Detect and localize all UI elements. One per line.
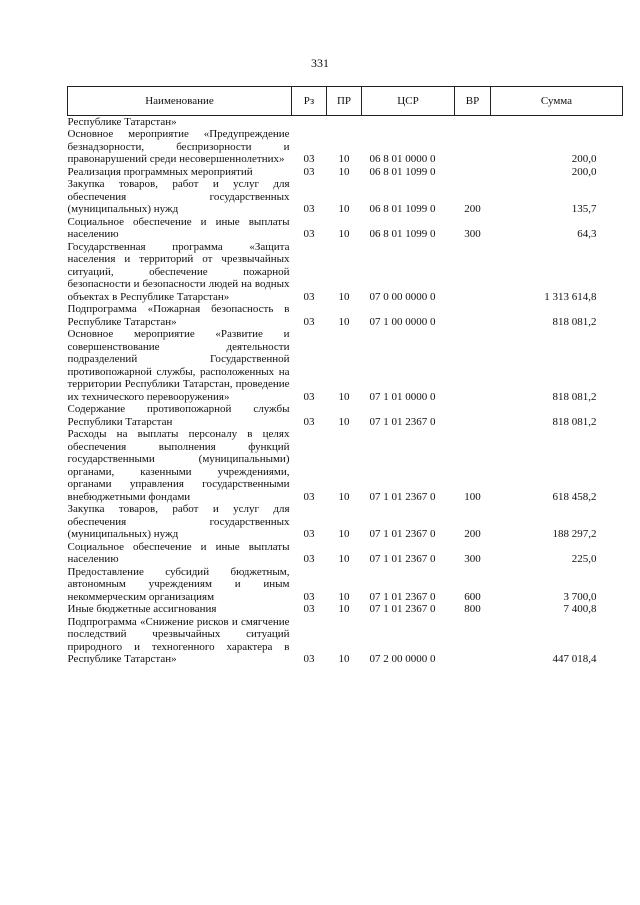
row-csr: 06 8 01 0000 0 bbox=[369, 153, 436, 165]
row-sum: 1 313 614,8 bbox=[544, 290, 597, 303]
row-csr: 07 1 01 0000 0 bbox=[369, 390, 436, 403]
row-csr bbox=[362, 116, 455, 129]
row-sum bbox=[491, 116, 623, 129]
row-pr: 10 bbox=[338, 653, 350, 665]
row-csr: 06 8 01 1099 0 bbox=[369, 228, 436, 240]
row-pr: 10 bbox=[338, 153, 350, 165]
row-name: Реализация программных мероприятий bbox=[67, 165, 253, 178]
table-row bbox=[68, 128, 623, 166]
header-csr: ЦСР bbox=[362, 87, 455, 116]
row-rz: 03 bbox=[303, 315, 315, 328]
budget-table bbox=[67, 86, 623, 666]
row-vr bbox=[455, 128, 491, 166]
row-pr: 10 bbox=[338, 290, 350, 303]
row-name: Закупка товаров, работ и услуг для обеспечения государственных (муниципальных) нужд bbox=[67, 178, 290, 215]
row-csr: 07 1 01 2367 0 bbox=[369, 490, 436, 503]
row-csr: 06 8 01 1099 0 bbox=[369, 203, 436, 215]
row-pr bbox=[327, 116, 362, 129]
row-rz bbox=[292, 116, 327, 129]
row-vr: 200 bbox=[464, 528, 481, 540]
row-sum: 225,0 bbox=[571, 553, 597, 565]
row-rz: 03 bbox=[303, 415, 315, 428]
page-number: 331 bbox=[311, 56, 329, 70]
row-csr: 07 0 00 0000 0 bbox=[369, 290, 436, 303]
row-rz: 03 bbox=[303, 390, 315, 403]
table-row bbox=[68, 616, 623, 666]
row-vr: 200 bbox=[464, 203, 481, 215]
row-rz: 03 bbox=[303, 553, 315, 565]
table-row bbox=[68, 116, 623, 129]
row-sum: 818 081,2 bbox=[552, 315, 597, 328]
row-name: Подпрограмма «Снижение рисков и смягчение последствий чрезвычайных ситуаций природного и техногенного характера в Республике Татарстан» bbox=[67, 615, 290, 665]
row-name: Подпрограмма «Пожарная безопасность в Республике Татарстан» bbox=[67, 303, 290, 328]
row-rz: 03 bbox=[303, 165, 315, 178]
table-row bbox=[68, 566, 623, 604]
table-row bbox=[68, 303, 623, 328]
row-rz: 03 bbox=[303, 653, 315, 665]
row-vr bbox=[455, 303, 491, 328]
table-row bbox=[68, 603, 623, 616]
row-name: Закупка товаров, работ и услуг для обеспечения государственных (муниципальных) нужд bbox=[67, 503, 290, 540]
row-name: Социальное обеспечение и иные выплаты населению bbox=[67, 540, 290, 565]
row-pr: 10 bbox=[338, 165, 350, 178]
row-pr: 10 bbox=[338, 590, 350, 603]
row-rz: 03 bbox=[303, 153, 315, 165]
row-vr bbox=[455, 328, 491, 403]
row-pr: 10 bbox=[338, 553, 350, 565]
row-name: Содержание противопожарной службы Республики Татарстан bbox=[67, 403, 290, 428]
row-vr: 300 bbox=[464, 553, 481, 565]
row-csr: 07 2 00 0000 0 bbox=[369, 653, 436, 665]
row-sum: 200,0 bbox=[571, 153, 597, 165]
row-name: Республике Татарстан» bbox=[67, 116, 177, 128]
row-sum: 188 297,2 bbox=[552, 528, 597, 540]
row-sum: 818 081,2 bbox=[552, 390, 597, 403]
row-vr bbox=[455, 616, 491, 666]
header-vr: ВР bbox=[455, 87, 491, 116]
row-pr: 10 bbox=[338, 228, 350, 240]
row-csr: 07 1 01 2367 0 bbox=[369, 415, 436, 428]
row-sum: 200,0 bbox=[571, 165, 597, 178]
row-vr: 800 bbox=[464, 603, 481, 615]
table-row bbox=[68, 403, 623, 428]
table-row bbox=[68, 178, 623, 216]
row-sum: 3 700,0 bbox=[563, 590, 597, 603]
row-csr: 07 1 01 2367 0 bbox=[369, 528, 436, 540]
header-rz: Рз bbox=[292, 87, 327, 116]
row-rz: 03 bbox=[303, 228, 315, 240]
row-vr bbox=[455, 166, 491, 179]
row-sum: 618 458,2 bbox=[552, 490, 597, 503]
table-row bbox=[68, 503, 623, 541]
header-sum: Сумма bbox=[491, 87, 623, 116]
row-rz: 03 bbox=[303, 290, 315, 303]
row-rz: 03 bbox=[303, 603, 315, 615]
table-header-row bbox=[68, 87, 623, 116]
row-csr: 07 1 00 0000 0 bbox=[369, 315, 436, 328]
row-csr: 07 1 01 2367 0 bbox=[369, 553, 436, 565]
row-csr: 07 1 01 2367 0 bbox=[369, 590, 436, 603]
row-vr: 100 bbox=[464, 490, 481, 503]
row-vr: 300 bbox=[464, 228, 481, 240]
row-pr: 10 bbox=[338, 315, 350, 328]
row-vr bbox=[455, 403, 491, 428]
row-vr bbox=[455, 241, 491, 304]
table-row bbox=[68, 328, 623, 403]
row-name: Иные бюджетные ассигнования bbox=[67, 603, 217, 615]
table-row bbox=[68, 428, 623, 503]
header-pr: ПР bbox=[327, 87, 362, 116]
row-pr: 10 bbox=[338, 203, 350, 215]
row-name: Расходы на выплаты персоналу в целях обеспечения выполнения функций государственными (муниципальными) органами, казенными учреждениями, органами управления государственными внебюджетными фондами bbox=[67, 428, 290, 503]
row-sum: 64,3 bbox=[577, 228, 597, 240]
row-csr: 07 1 01 2367 0 bbox=[369, 603, 436, 615]
table-row bbox=[68, 216, 623, 241]
row-csr: 06 8 01 1099 0 bbox=[369, 165, 436, 178]
row-vr: 600 bbox=[464, 590, 481, 603]
row-pr: 10 bbox=[338, 528, 350, 540]
row-pr: 10 bbox=[338, 490, 350, 503]
table-row bbox=[68, 541, 623, 566]
row-sum: 818 081,2 bbox=[552, 415, 597, 428]
row-name: Социальное обеспечение и иные выплаты населению bbox=[67, 215, 290, 240]
table-row bbox=[68, 241, 623, 304]
row-sum: 447 018,4 bbox=[552, 653, 597, 665]
row-name: Предоставление субсидий бюджетным, автономным учреждениям и иным некоммерческим организациям bbox=[67, 565, 290, 603]
row-name: Основное мероприятие «Предупреждение безнадзорности, беспризорности и правонарушений среди несовершеннолетних» bbox=[67, 128, 290, 165]
row-sum: 7 400,8 bbox=[563, 603, 597, 615]
row-vr bbox=[455, 116, 491, 129]
row-name: Государственная программа «Защита населения и территорий от чрезвычайных ситуаций, обеспечение пожарной безопасности и безопасности людей на водных объектах в Республике Татарстан» bbox=[67, 240, 290, 303]
table-row bbox=[68, 166, 623, 179]
row-rz: 03 bbox=[303, 528, 315, 540]
row-name: Основное мероприятие «Развитие и совершенствование деятельности подразделений Государственной противопожарной службы, расположенных на территории Республики Татарстан, проведение их технического перевооружения» bbox=[67, 328, 290, 403]
row-pr: 10 bbox=[338, 603, 350, 615]
row-rz: 03 bbox=[303, 203, 315, 215]
row-rz: 03 bbox=[303, 490, 315, 503]
row-sum: 135,7 bbox=[571, 203, 597, 215]
row-pr: 10 bbox=[338, 390, 350, 403]
row-rz: 03 bbox=[303, 590, 315, 603]
header-name: Наименование bbox=[68, 87, 292, 116]
row-pr: 10 bbox=[338, 415, 350, 428]
